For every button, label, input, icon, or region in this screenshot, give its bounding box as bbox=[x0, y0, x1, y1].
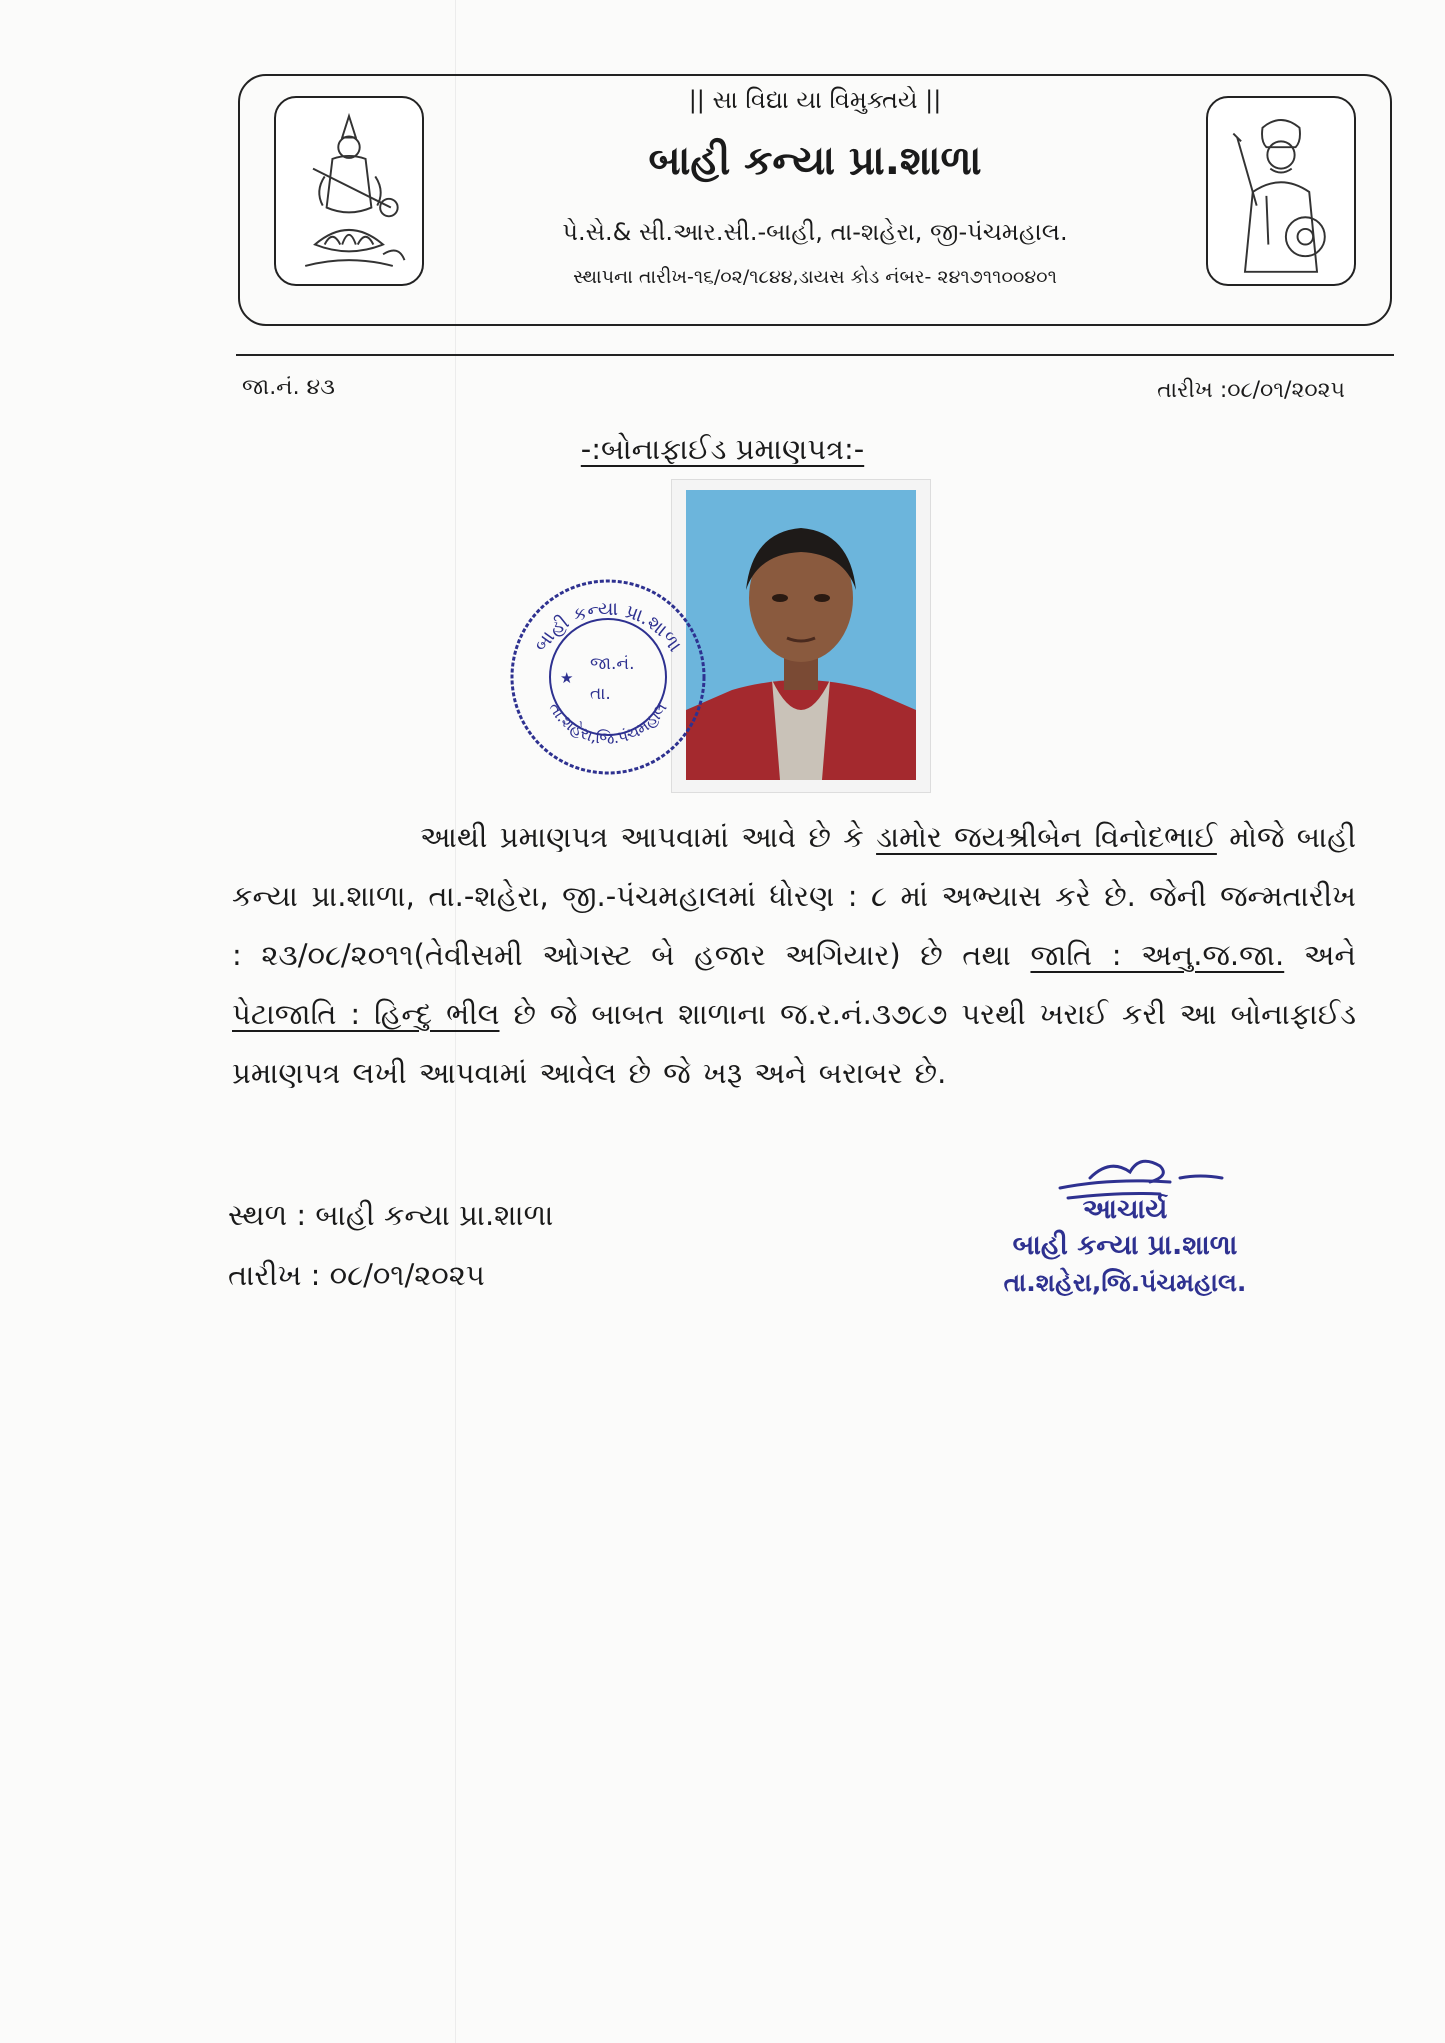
school-address: પે.સે.& સી.આર.સી.-બાહી, તા-શહેરા, જી-પંચમહાલ. bbox=[562, 218, 1068, 246]
certificate-body bbox=[232, 808, 1356, 1103]
saraswati-emblem-icon bbox=[274, 96, 424, 286]
warrior-queen-emblem-icon bbox=[1206, 96, 1356, 286]
student-photo bbox=[672, 480, 930, 792]
letterhead bbox=[238, 74, 1392, 326]
signatory-place: તા.શહેરા,જિ.પંચમહાલ. bbox=[1003, 1268, 1247, 1297]
student-name: ડામોર જયશ્રીબેન વિનોદભાઈ bbox=[876, 820, 1217, 854]
caste-value: જાતિ : અનુ.જ.જા. bbox=[1030, 938, 1285, 972]
reference-number: જા.નં. ૪૩ bbox=[242, 375, 335, 400]
signatory-school: બાહી કન્યા પ્રા.શાળા bbox=[1012, 1230, 1238, 1261]
body-verification: છે જે બાબત શાળાના જ.ર.નં.૩૭૮૭ પરથી ખરાઈ કરી આ બોનાફાઈડ પ્રમાણપત્ર લખી આપવામાં આવેલ છે જે ખરૂ અને બરાબર છે. bbox=[232, 997, 1357, 1090]
body-conjunction: અને bbox=[1303, 938, 1357, 972]
certificate-place: સ્થળ : બાહી કન્યા પ્રા.શાળા bbox=[228, 1198, 554, 1232]
establishment-details: સ્થાપના તારીખ-૧૬/૦૨/૧૮૪૪,ડાયસ કોડ નંબર- ૨૪૧૭૧૧૦૦૪૦૧ bbox=[573, 266, 1057, 288]
signatory-title: આચાર્ય bbox=[1082, 1194, 1168, 1225]
certificate-title: -:બોનાફાઈડ પ્રમાણપત્ર:- bbox=[580, 432, 865, 466]
body-intro: આથી પ્રમાણપત્ર આપવામાં આવે છે કે bbox=[420, 820, 864, 854]
subcaste-value: પેટાજાતિ : હિન્દુ ભીલ bbox=[232, 997, 500, 1031]
svg-text:બાહી કન્યા પ્રા.શાળા bbox=[530, 598, 686, 656]
stamp-date-label: તા. bbox=[590, 684, 611, 704]
stamp-ref-label: જા.નં. bbox=[590, 654, 635, 674]
school-seal-stamp bbox=[508, 577, 708, 777]
issue-date: તારીખ :૦૮/૦૧/૨૦૨૫ bbox=[1157, 378, 1345, 403]
stamp-star-icon: ★ bbox=[560, 669, 574, 687]
header-divider bbox=[236, 354, 1394, 356]
stamp-school-name: બાહી કન્યા પ્રા.શાળા bbox=[529, 597, 687, 656]
school-motto: || સા વિદ્યા યા વિમુક્તયે || bbox=[688, 86, 942, 114]
certificate-date: તારીખ : ૦૮/૦૧/૨૦૨૫ bbox=[228, 1258, 485, 1292]
school-name: બાહી કન્યા પ્રા.શાળા bbox=[648, 138, 982, 184]
svg-text:તા.શહેરા,જિ.પંચમહાલ bbox=[545, 699, 671, 748]
stamp-place: તા.શહેરા,જિ.પંચમહાલ bbox=[545, 698, 671, 748]
body-school-dob: મોજે બાહી કન્યા પ્રા.શાળા, તા.-શહેરા, જી.-પંચમહાલમાં ધોરણ : ૮ માં અભ્યાસ કરે છે. જેની જન્મતારીખ : ૨૩/૦૮/૨૦૧૧(તેવીસમી ઓગસ્ટ બે હજાર અગિયાર) છે તથા bbox=[232, 820, 1357, 972]
